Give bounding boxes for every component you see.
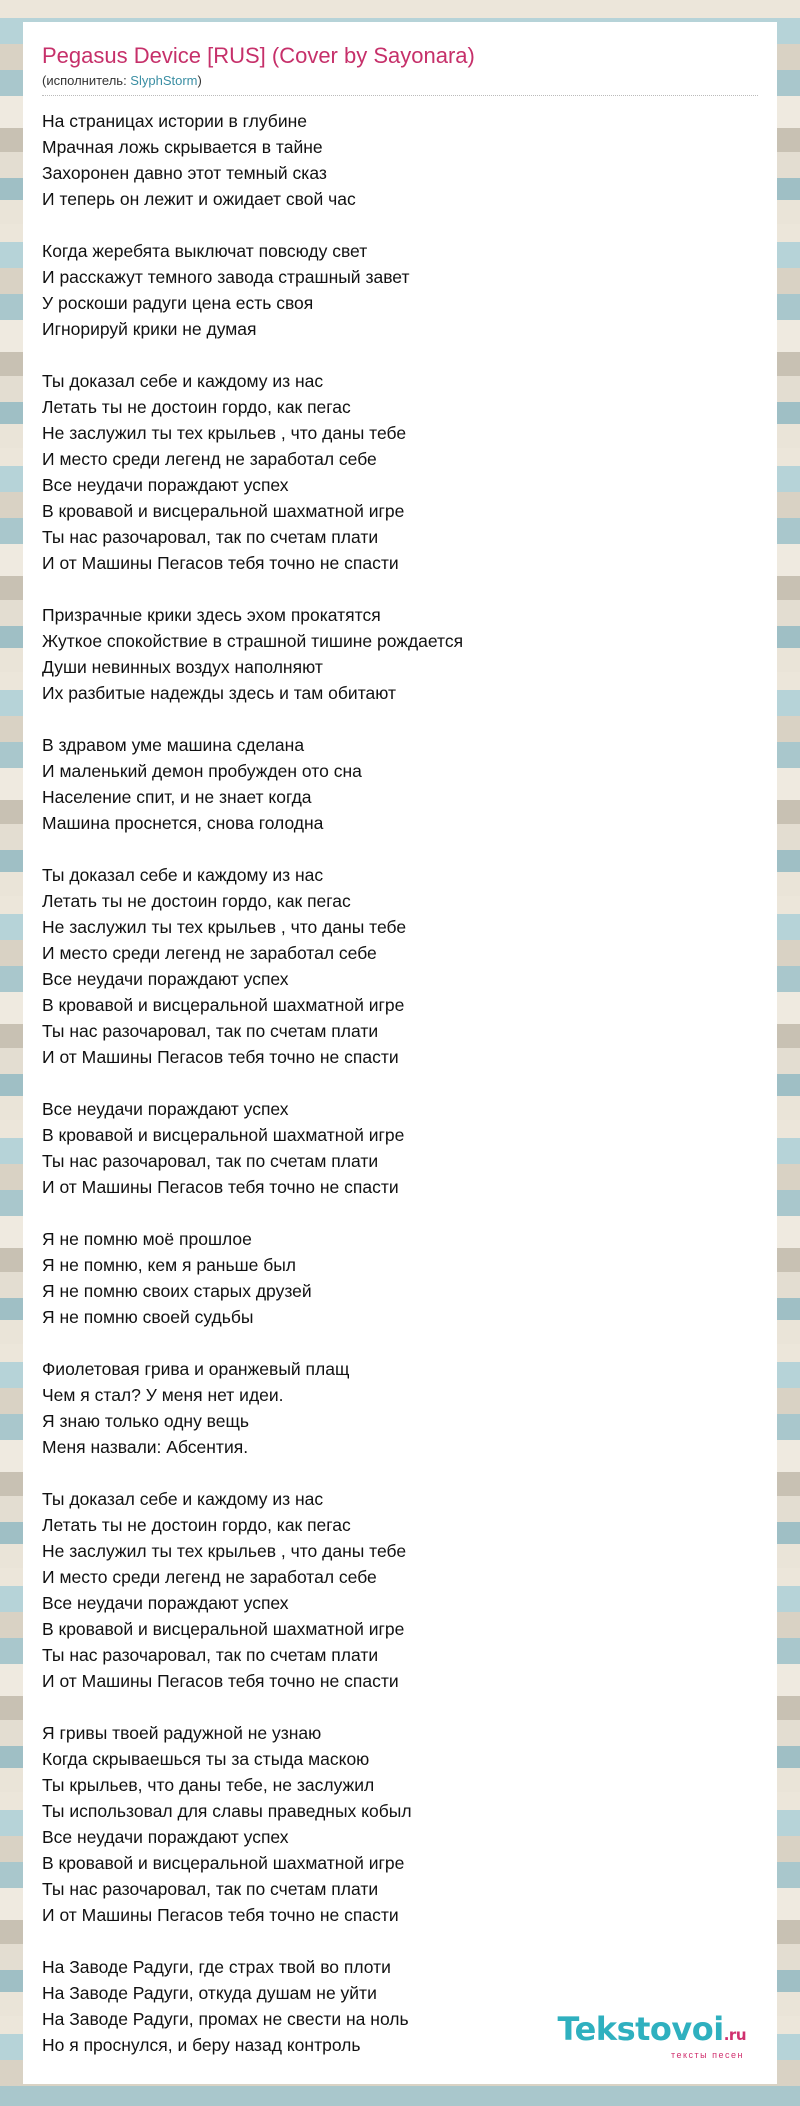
lyric-line: Но я проснулся, и беру назад контроль	[42, 2035, 361, 2055]
lyric-line: Не заслужил ты тех крыльев , что даны тебе	[42, 917, 407, 937]
page-title: Pegasus Device [RUS] (Cover by Sayonara)	[42, 43, 475, 68]
lyrics-stanza	[42, 368, 758, 576]
lyric-line: Я не помню своих старых друзей	[42, 1281, 312, 1301]
lyric-line: Ты нас разочаровал, так по счетам плати	[42, 527, 379, 547]
lyrics-stanza	[42, 238, 758, 342]
lyric-line: Я не помню моё прошлое	[42, 1229, 252, 1249]
lyric-line: Их разбитые надежды здесь и там обитают	[42, 683, 397, 703]
lyric-line: И маленький демон пробужден ото сна	[42, 761, 362, 781]
lyric-line: Население спит, и не знает когда	[42, 787, 312, 807]
lyric-line: Я не помню, кем я раньше был	[42, 1255, 297, 1275]
lyric-line: И место среди легенд не заработал себе	[42, 943, 377, 963]
lyric-line: Фиолетовая грива и оранжевый плащ	[42, 1359, 350, 1379]
lyric-line: Призрачные крики здесь эхом прокатятся	[42, 605, 381, 625]
lyrics-stanza	[42, 602, 758, 706]
lyric-line: Чем я стал? У меня нет идеи.	[42, 1385, 284, 1405]
lyric-line: Ты нас разочаровал, так по счетам плати	[42, 1645, 379, 1665]
lyric-line: И от Машины Пегасов тебя точно не спасти	[42, 1047, 399, 1067]
lyrics-card	[23, 22, 777, 2084]
lyric-line: Все неудачи пораждают успех	[42, 1099, 289, 1119]
lyrics-stanza	[42, 862, 758, 1070]
lyric-line: Все неудачи пораждают успех	[42, 475, 289, 495]
lyric-line: В здравом уме машина сделана	[42, 735, 305, 755]
lyric-line: Все неудачи пораждают успех	[42, 969, 289, 989]
lyric-line: Когда скрываешься ты за стыда маскою	[42, 1749, 370, 1769]
lyric-line: Ты нас разочаровал, так по счетам плати	[42, 1879, 379, 1899]
lyric-line: Летать ты не достоин гордо, как пегас	[42, 891, 351, 911]
lyric-line: Летать ты не достоин гордо, как пегас	[42, 397, 351, 417]
lyric-line: И от Машины Пегасов тебя точно не спасти	[42, 1177, 399, 1197]
lyrics-stanza	[42, 732, 758, 836]
logo-tagline: тексты песен	[670, 2050, 744, 2060]
lyrics-stanza	[42, 1486, 758, 1694]
lyrics-stanza	[42, 1096, 758, 1200]
lyric-line: На Заводе Радуги, откуда душам не уйти	[42, 1983, 377, 2003]
lyric-line: На Заводе Радуги, промах не свести на ноль	[42, 2009, 409, 2029]
lyric-line: Жуткое спокойствие в страшной тишине рождается	[42, 631, 464, 651]
lyrics-body	[42, 108, 758, 2058]
lyric-line: На Заводе Радуги, где страх твой во плоти	[42, 1957, 391, 1977]
lyric-line: В кровавой и висцеральной шахматной игре	[42, 501, 405, 521]
lyric-line: Ты доказал себе и каждому из нас	[42, 865, 324, 885]
lyric-line: Ты использовал для славы праведных кобыл	[42, 1801, 412, 1821]
logo-tld: .ru	[723, 2026, 746, 2044]
lyric-line: У роскоши радуги цена есть своя	[42, 293, 314, 313]
lyric-line: И от Машины Пегасов тебя точно не спасти	[42, 1905, 399, 1925]
lyric-line: Когда жеребята выключат повсюду свет	[42, 241, 368, 261]
lyric-line: Мрачная ложь скрывается в тайне	[42, 137, 323, 157]
lyric-line: И от Машины Пегасов тебя точно не спасти	[42, 1671, 399, 1691]
artist-suffix: )	[197, 73, 202, 88]
lyrics-stanza	[42, 108, 758, 212]
lyric-line: Ты нас разочаровал, так по счетам плати	[42, 1151, 379, 1171]
lyrics-stanza	[42, 1226, 758, 1330]
lyric-line: Игнорируй крики не думая	[42, 319, 257, 339]
site-logo[interactable]	[558, 2012, 746, 2060]
lyric-line: На страницах истории в глубине	[42, 111, 308, 131]
lyric-line: Я не помню своей судьбы	[42, 1307, 254, 1327]
lyric-line: Меня назвали: Абсентия.	[42, 1437, 249, 1457]
lyric-line: Не заслужил ты тех крыльев , что даны тебе	[42, 1541, 407, 1561]
logo-wordmark	[558, 2012, 746, 2052]
lyric-line: Ты доказал себе и каждому из нас	[42, 1489, 324, 1509]
artist-prefix: (исполнитель:	[42, 73, 131, 88]
lyric-line: Я знаю только одну вещь	[42, 1411, 250, 1431]
artist-line	[42, 72, 758, 96]
lyrics-stanza	[42, 1356, 758, 1460]
lyric-line: В кровавой и висцеральной шахматной игре	[42, 1125, 405, 1145]
lyric-line: И расскажут темного завода страшный завет	[42, 267, 410, 287]
lyric-line: Ты нас разочаровал, так по счетам плати	[42, 1021, 379, 1041]
lyric-line: Машина проснется, снова голодна	[42, 813, 324, 833]
lyric-line: И место среди легенд не заработал себе	[42, 1567, 377, 1587]
lyric-line: В кровавой и висцеральной шахматной игре	[42, 995, 405, 1015]
lyric-line: В кровавой и висцеральной шахматной игре	[42, 1853, 405, 1873]
lyric-line: Не заслужил ты тех крыльев , что даны тебе	[42, 423, 407, 443]
logo-main-text: Tekstovoi	[557, 2010, 724, 2048]
lyric-line: В кровавой и висцеральной шахматной игре	[42, 1619, 405, 1639]
lyric-line: И от Машины Пегасов тебя точно не спасти	[42, 553, 399, 573]
lyric-line: Я гривы твоей радужной не узнаю	[42, 1723, 322, 1743]
artist-link[interactable]: SlyphStorm	[130, 73, 198, 88]
lyrics-stanza	[42, 1720, 758, 1928]
lyric-line: И теперь он лежит и ожидает свой час	[42, 189, 356, 209]
lyric-line: Летать ты не достоин гордо, как пегас	[42, 1515, 351, 1535]
lyric-line: Ты доказал себе и каждому из нас	[42, 371, 324, 391]
lyric-line: Души невинных воздух наполняют	[42, 657, 323, 677]
lyric-line: И место среди легенд не заработал себе	[42, 449, 377, 469]
lyric-line: Ты крыльев, что даны тебе, не заслужил	[42, 1775, 375, 1795]
lyric-line: Захоронен давно этот темный сказ	[42, 163, 327, 183]
lyric-line: Все неудачи пораждают успех	[42, 1593, 289, 1613]
lyric-line: Все неудачи пораждают успех	[42, 1827, 289, 1847]
